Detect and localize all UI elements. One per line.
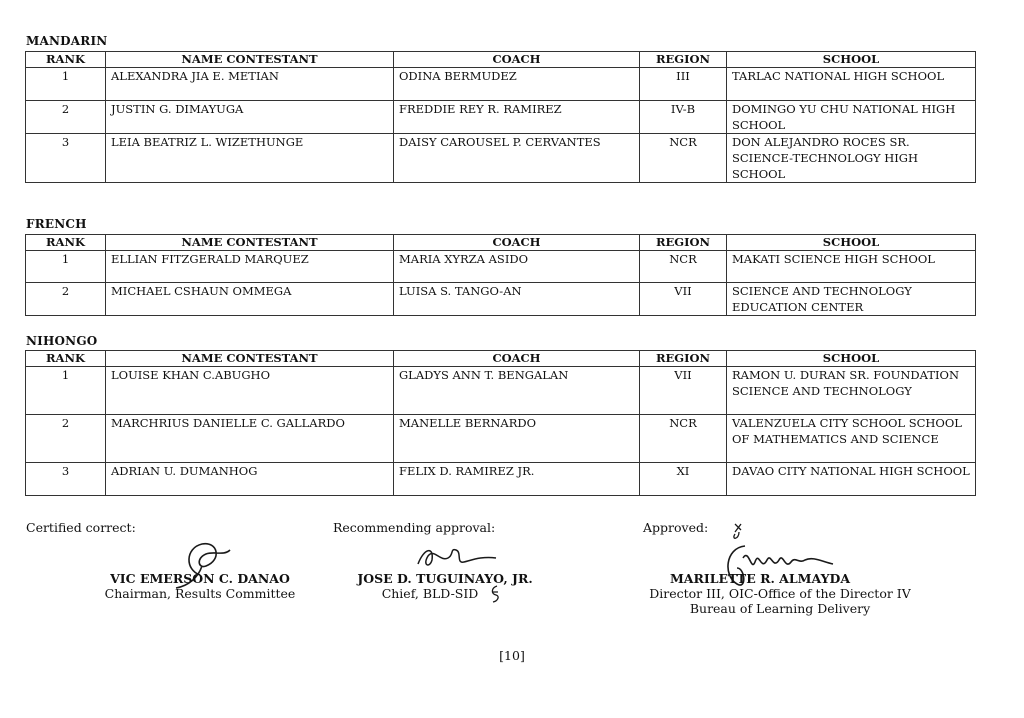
col-header-region: REGION: [640, 235, 727, 251]
cell-coach: DAISY CAROUSEL P. CERVANTES: [394, 134, 640, 183]
section-title-mandarin: MANDARIN: [26, 34, 108, 48]
table-row: [26, 68, 976, 101]
cell-name: ADRIAN U. DUMANHOG: [106, 463, 394, 496]
cell-school: MAKATI SCIENCE HIGH SCHOOL: [727, 251, 976, 283]
col-header-name: NAME CONTESTANT: [106, 351, 394, 367]
col-header-rank: RANK: [26, 351, 106, 367]
initial-mark-icon: [488, 584, 502, 604]
signatory-label: Recommending approval:: [333, 520, 496, 535]
cell-region: VII: [640, 283, 727, 316]
cell-name: ALEXANDRA JIA E. METIAN: [106, 68, 394, 101]
col-header-rank: RANK: [26, 235, 106, 251]
page-number: [10]: [499, 648, 525, 663]
col-header-school: SCHOOL: [727, 52, 976, 68]
cell-name: JUSTIN G. DIMAYUGA: [106, 101, 394, 134]
col-header-coach: COACH: [394, 351, 640, 367]
table-row: [26, 367, 976, 415]
col-header-coach: COACH: [394, 235, 640, 251]
cell-name: MICHAEL CSHAUN OMMEGA: [106, 283, 394, 316]
cell-coach: LUISA S. TANGO-AN: [394, 283, 640, 316]
table-header-row: [26, 351, 976, 367]
cell-coach: GLADYS ANN T. BENGALAN: [394, 367, 640, 415]
cell-rank: 2: [26, 101, 106, 134]
cell-rank: 3: [26, 134, 106, 183]
results-table-mandarin: [25, 51, 976, 183]
table-row: [26, 101, 976, 134]
col-header-school: SCHOOL: [727, 351, 976, 367]
col-header-name: NAME CONTESTANT: [106, 52, 394, 68]
cell-rank: 1: [26, 68, 106, 101]
table-row: [26, 415, 976, 463]
results-table-french: [25, 234, 976, 316]
cell-region: XI: [640, 463, 727, 496]
section-title-nihongo: NIHONGO: [26, 334, 98, 348]
signatory-title: Chairman, Results Committee: [104, 586, 296, 601]
signatory-name: VIC EMERSON C. DANAO: [110, 571, 290, 586]
cell-region: NCR: [640, 415, 727, 463]
cell-school: DAVAO CITY NATIONAL HIGH SCHOOL: [727, 463, 976, 496]
cell-coach: MARIA XYRZA ASIDO: [394, 251, 640, 283]
signatory-title: Director III, OIC-Office of the Director IV: [649, 586, 911, 601]
cell-region: IV-B: [640, 101, 727, 134]
cell-region: VII: [640, 367, 727, 415]
cell-name: MARCHRIUS DANIELLE C. GALLARDO: [106, 415, 394, 463]
table-row: [26, 283, 976, 316]
cell-school: DOMINGO YU CHU NATIONAL HIGH SCHOOL: [727, 101, 976, 134]
signatory-name: JOSE D. TUGUINAYO, JR.: [357, 571, 533, 586]
cell-rank: 2: [26, 415, 106, 463]
signature-icon: [410, 538, 500, 574]
table-row: [26, 134, 976, 183]
cell-name: ELLIAN FITZGERALD MARQUEZ: [106, 251, 394, 283]
cell-rank: 2: [26, 283, 106, 316]
cell-name: LOUISE KHAN C.ABUGHO: [106, 367, 394, 415]
cell-school: TARLAC NATIONAL HIGH SCHOOL: [727, 68, 976, 101]
table-header-row: [26, 52, 976, 68]
cell-coach: ODINA BERMUDEZ: [394, 68, 640, 101]
cell-region: III: [640, 68, 727, 101]
signatory-label: Certified correct:: [26, 520, 136, 535]
signatory-name: MARILETTE R. ALMAYDA: [669, 571, 851, 586]
cell-school: SCIENCE AND TECHNOLOGY EDUCATION CENTER: [727, 283, 976, 316]
results-table-nihongo: [25, 350, 976, 496]
cell-school: VALENZUELA CITY SCHOOL SCHOOL OF MATHEMATICS AND SCIENCE: [727, 415, 976, 463]
cell-name: LEIA BEATRIZ L. WIZETHUNGE: [106, 134, 394, 183]
table-row: [26, 251, 976, 283]
cell-school: DON ALEJANDRO ROCES SR. SCIENCE-TECHNOLOGY HIGH SCHOOL: [727, 134, 976, 183]
cell-coach: FELIX D. RAMIREZ JR.: [394, 463, 640, 496]
signatory-office: Bureau of Learning Delivery: [689, 601, 871, 616]
cell-coach: MANELLE BERNARDO: [394, 415, 640, 463]
table-header-row: [26, 235, 976, 251]
col-header-region: REGION: [640, 351, 727, 367]
cell-coach: FREDDIE REY R. RAMIREZ: [394, 101, 640, 134]
col-header-name: NAME CONTESTANT: [106, 235, 394, 251]
col-header-school: SCHOOL: [727, 235, 976, 251]
col-header-rank: RANK: [26, 52, 106, 68]
table-row: [26, 463, 976, 496]
col-header-coach: COACH: [394, 52, 640, 68]
col-header-region: REGION: [640, 52, 727, 68]
signatory-label: Approved:: [643, 520, 709, 535]
section-title-french: FRENCH: [26, 217, 87, 231]
cell-school: RAMON U. DURAN SR. FOUNDATION SCIENCE AND TECHNOLOGY: [727, 367, 976, 415]
cell-rank: 1: [26, 367, 106, 415]
cell-rank: 1: [26, 251, 106, 283]
signatory-title: Chief, BLD-SID: [381, 586, 479, 601]
cell-region: NCR: [640, 251, 727, 283]
cell-rank: 3: [26, 463, 106, 496]
cell-region: NCR: [640, 134, 727, 183]
